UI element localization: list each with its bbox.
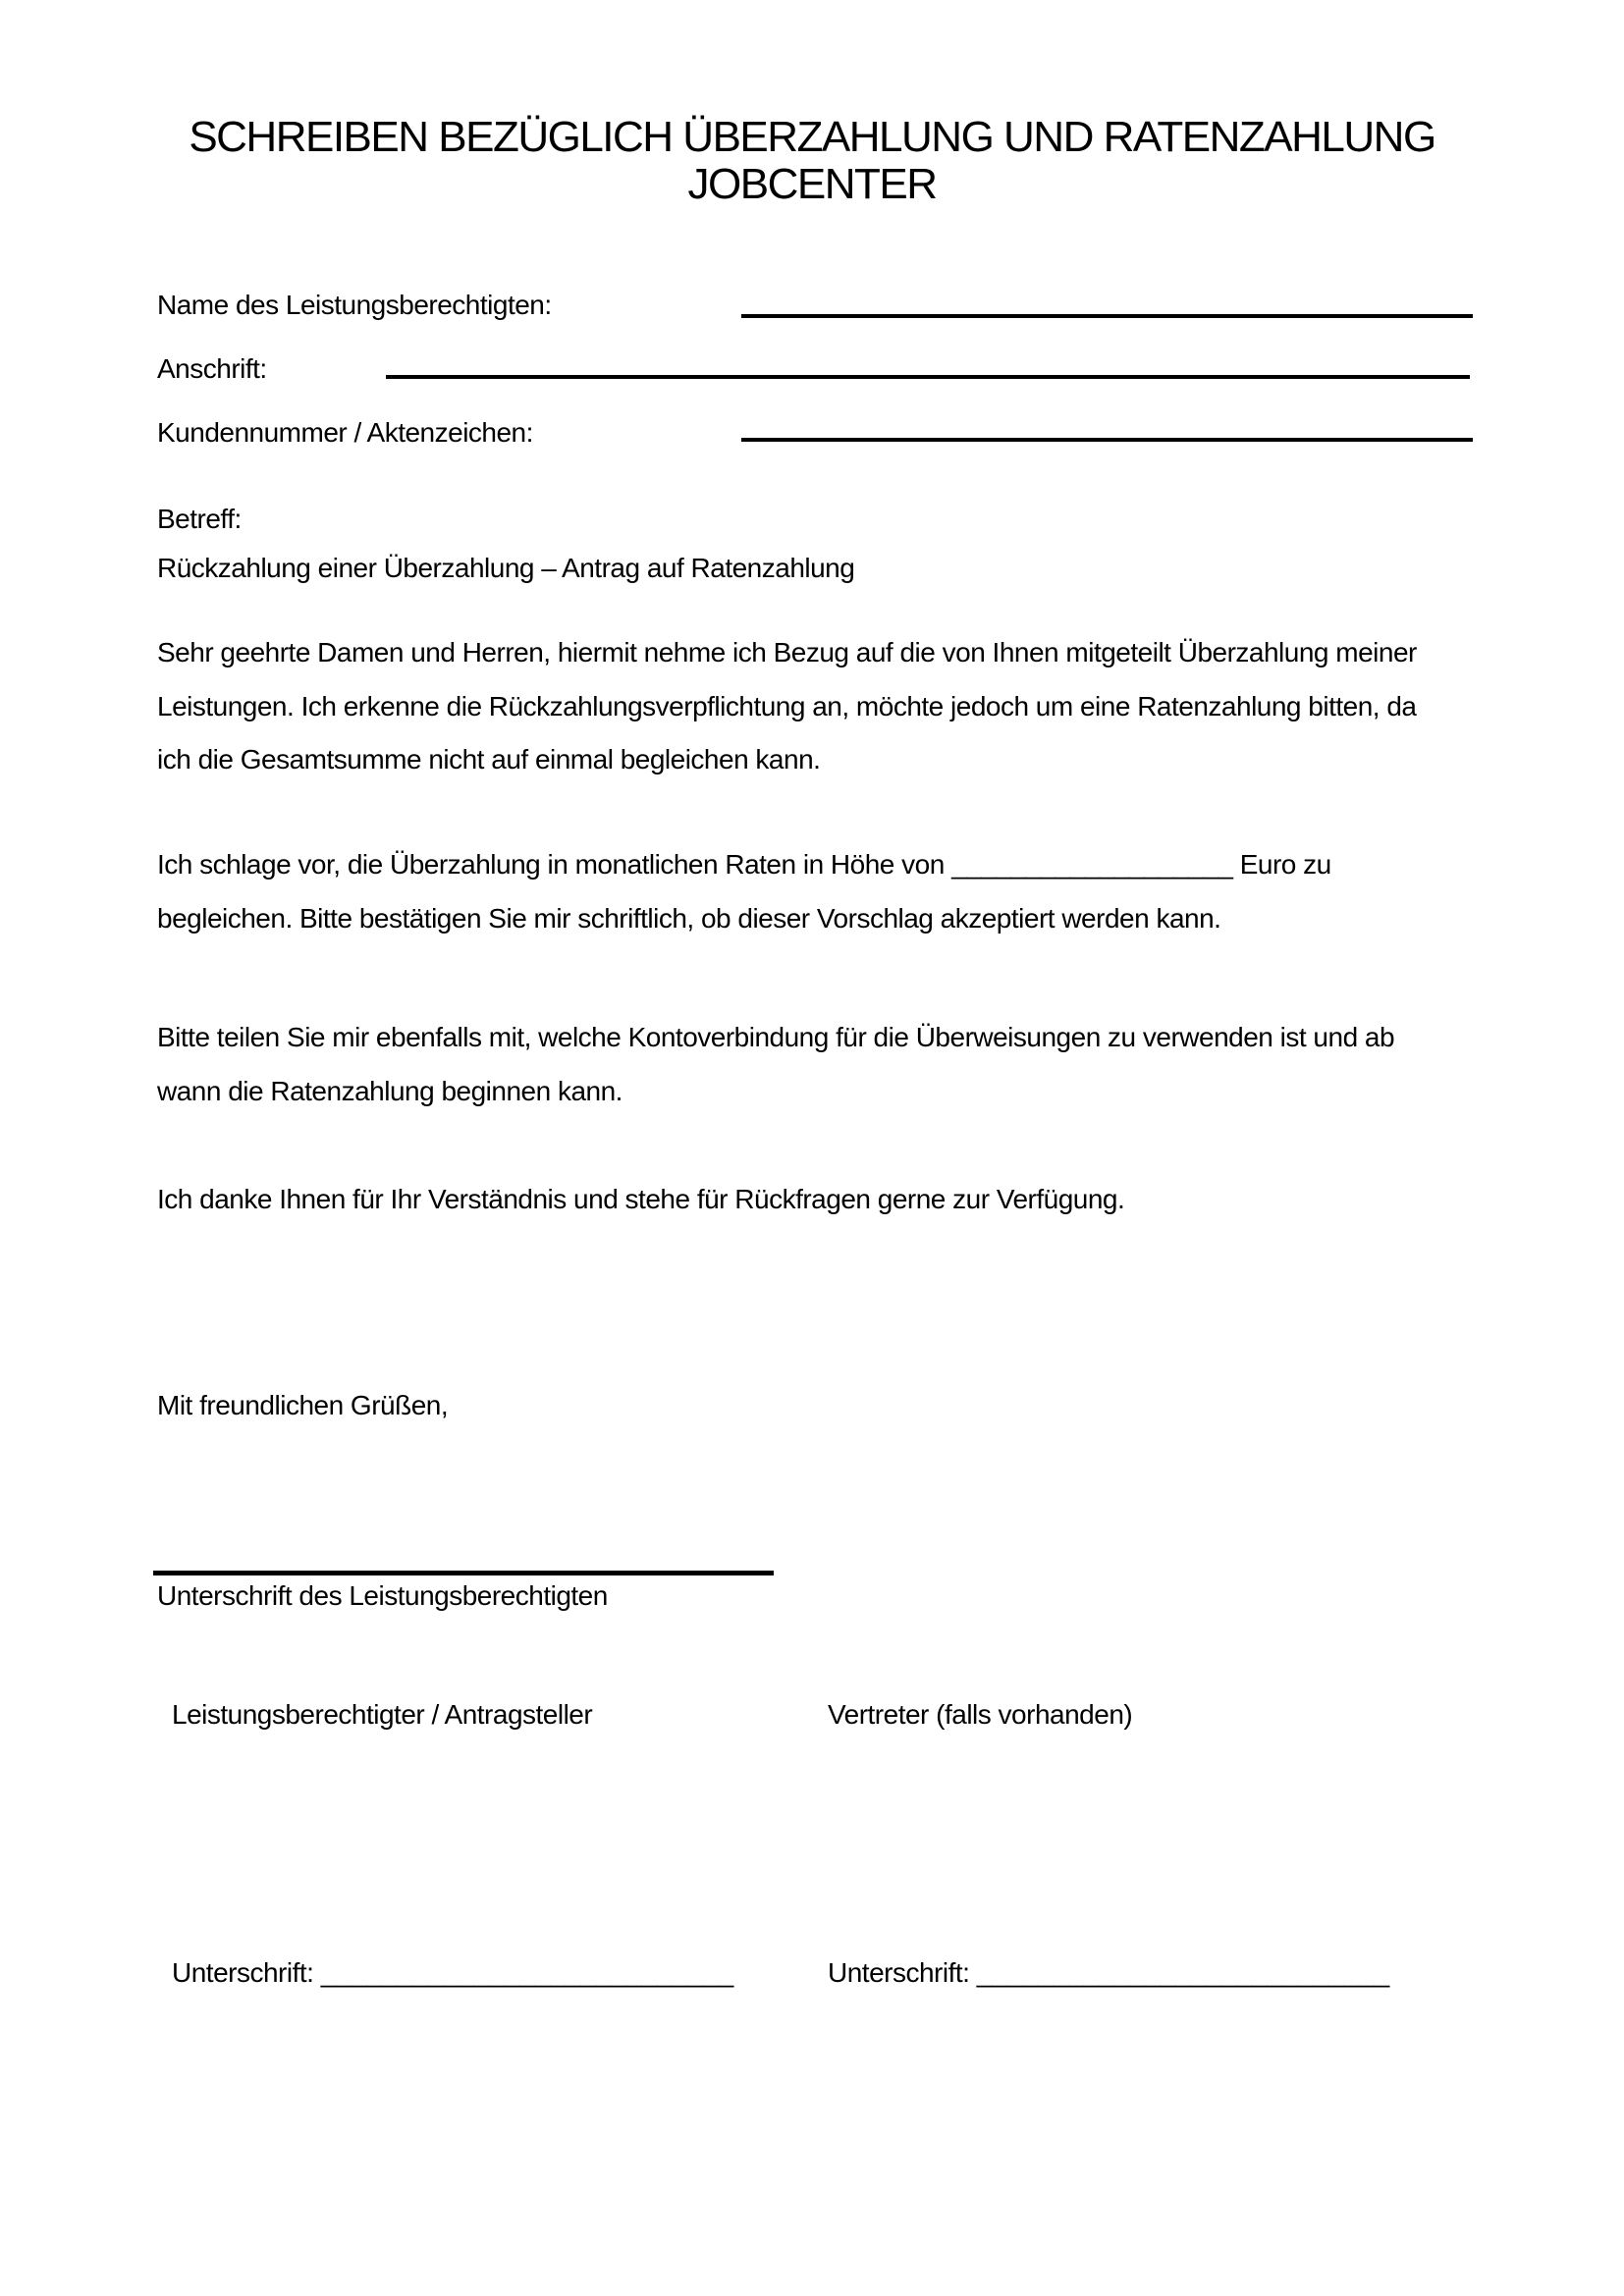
signature-label-left: Unterschrift:: [172, 1957, 314, 1988]
paragraph-line: ich die Gesamtsumme nicht auf einmal begleichen kann.: [157, 744, 821, 774]
field-label-address: Anschrift:: [157, 353, 267, 384]
signature-blank-right[interactable]: ___________________________: [976, 1957, 1390, 1988]
signer-role-left: Leistungsberechtigter / Antragsteller: [172, 1699, 593, 1730]
signature-row-right: [828, 1956, 1389, 1990]
signature-label-right: Unterschrift:: [828, 1957, 970, 1988]
fill-line-customer-number[interactable]: [741, 438, 1473, 442]
subject-label: Betreff:: [157, 504, 242, 534]
paragraph-line: Sehr geehrte Damen und Herren, hiermit nehme ich Bezug auf die von Ihnen mitgeteilt Überzahlung meiner: [157, 637, 1417, 667]
paragraph-line: wann die Ratenzahlung beginnen kann.: [157, 1076, 623, 1106]
signature-caption: Unterschrift des Leistungsberechtigten: [157, 1580, 608, 1611]
signer-role-right: Vertreter (falls vorhanden): [828, 1699, 1133, 1730]
paragraph-line: Leistungen. Ich erkenne die Rückzahlungsverpflichtung an, möchte jedoch um eine Ratenzahlung bitten, da: [157, 691, 1417, 721]
paragraph-line: begleichen. Bitte bestätigen Sie mir schriftlich, ob dieser Vorschlag akzeptiert werden kann.: [157, 903, 1221, 934]
page-title-line2: JOBCENTER: [687, 160, 937, 208]
paragraph-line: Bitte teilen Sie mir ebenfalls mit, welche Kontoverbindung für die Überweisungen zu verwenden ist und ab: [157, 1022, 1395, 1052]
signature-line-main[interactable]: [153, 1571, 774, 1575]
signature-row-left: [172, 1956, 733, 1990]
paragraph-line-with-blank: Ich schlage vor, die Überzahlung in monatlichen Raten in Höhe von ___________________ Euro zu: [157, 849, 1331, 880]
field-label-customer-number: Kundennummer / Aktenzeichen:: [157, 417, 533, 448]
fill-line-address[interactable]: [386, 375, 1470, 379]
paragraph-line: Ich danke Ihnen für Ihr Verständnis und stehe für Rückfragen gerne zur Verfügung.: [157, 1184, 1125, 1214]
fill-line-name[interactable]: [741, 314, 1473, 318]
subject-text: Rückzahlung einer Überzahlung – Antrag auf Ratenzahlung: [157, 553, 855, 583]
closing-text: Mit freundlichen Grüßen,: [157, 1390, 449, 1420]
page-title-line1: SCHREIBEN BEZÜGLICH ÜBERZAHLUNG UND RATENZAHLUNG: [189, 113, 1435, 161]
field-label-name: Name des Leistungsberechtigten:: [157, 290, 552, 320]
signature-blank-left[interactable]: ___________________________: [320, 1957, 734, 1988]
